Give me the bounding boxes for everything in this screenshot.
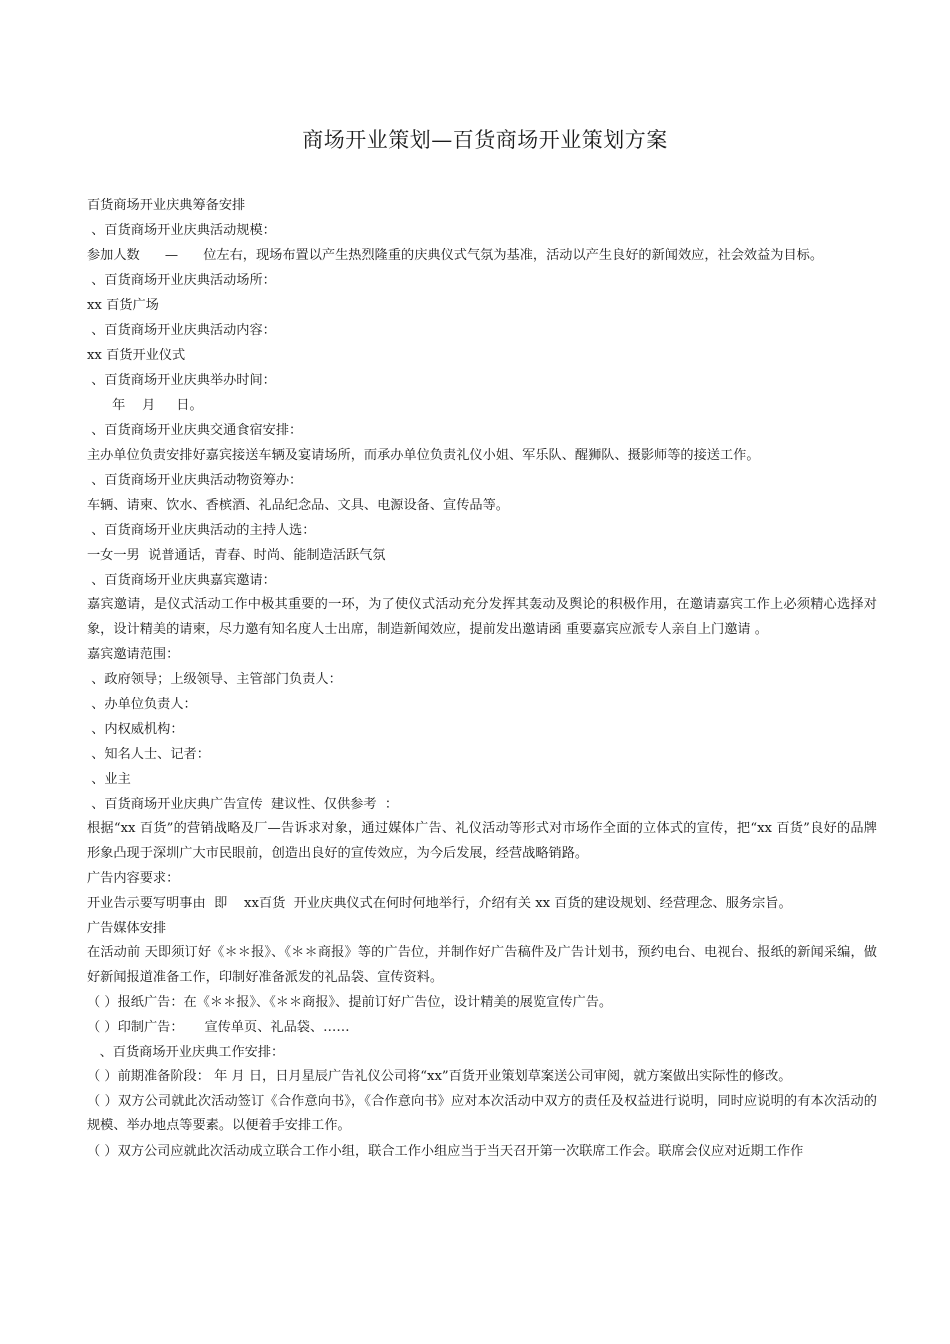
text-line: 百货商场开业庆典筹备安排 [87, 198, 246, 213]
text-line: xx 百货广场 [87, 298, 159, 313]
invite-paragraph: 嘉宾邀请，是仪式活动工作中极其重要的一环，为了使仪式活动充分发挥其轰动及舆论的积极作用，在邀请嘉宾工作上必须精心选择对象，设计精美的请柬，尽力邀有知名度人士出席，制造新闻效应，提前发出邀请函 重要嘉宾应派专人亲自上门邀请 。 [87, 597, 877, 637]
text-line: 、内权威机构： [87, 722, 184, 737]
text-line: 、百货商场开业庆典活动物资筹办： [87, 473, 303, 488]
text-line: 、百货商场开业庆典举办时间： [87, 373, 276, 388]
text-line: 年 月 日。 [87, 398, 203, 413]
text-line: 、知名人士、记者： [87, 747, 210, 762]
text-line: （ ）印制广告： 宣传单页、礼品袋、…… [87, 1020, 350, 1035]
text-line: 、百货商场开业庆典嘉宾邀请： [87, 573, 276, 588]
text-line: 、百货商场开业庆典活动规模： [87, 223, 276, 238]
text-line: 、百货商场开业庆典工作安排： [87, 1045, 285, 1060]
text-line: 、百货商场开业庆典活动场所： [87, 273, 276, 288]
media-paragraph: 在活动前 天即须订好《＊＊报》、《＊＊商报》等的广告位，并制作好广告稿件及广告计划书，预约电台、电视台、报纸的新闻采编，做好新闻报道准备工作，印制好准备派发的礼品袋、宣传资料。 [87, 945, 877, 985]
text-line: 、业主 [87, 772, 131, 787]
text-line: 、办单位负责人： [87, 697, 197, 712]
text-line: 参加人数 — 位左右，现场布置以产生热烈隆重的庆典仪式气氛为基准，活动以产生良好的新闻效应，社会效益为目标。 [87, 248, 824, 263]
text-line: 广告内容要求： [87, 871, 180, 886]
work-paragraph-1: （ ）前期准备阶段： 年 月 日，日月星辰广告礼仪公司将“xx”百货开业策划草案送公司审阅，就方案做出实际性的修改。 [87, 1069, 792, 1084]
text-line: （ ）报纸广告：在《＊＊报》、《＊＊商报》、提前订好广告位，设计精美的展览宣传广告。 [87, 995, 613, 1010]
text-line: 车辆、请柬、饮水、香槟酒、礼品纪念品、文具、电源设备、宣传品等。 [87, 498, 509, 513]
text-line: 、百货商场开业庆典广告宣传 建议性、仅供参考 ： [87, 797, 399, 812]
text-line: xx 百货开业仪式 [87, 348, 186, 363]
text-line: 一女一男 说普通话，青春、时尚、能制造活跃气氛 [87, 548, 386, 563]
text-line: 广告媒体安排 [87, 921, 167, 936]
text-line: 开业告示要写明事由 即 xx百货 开业庆典仪式在何时何地举行，介绍有关 xx 百货的建设规划、经营理念、服务宗旨。 [87, 896, 792, 911]
ad-paragraph: 根据“xx 百货”的营销战略及厂—告诉求对象，通过媒体广告、礼仪活动等形式对市场作全面的立体式的宣传，把“xx 百货”良好的品牌形象凸现于深圳广大市民眼前，创造出良好的宣传效应，为今后发展，经营战略销路。 [87, 821, 877, 861]
document-title: 商场开业策划—百货商场开业策划方案 [302, 128, 668, 152]
text-line: 、百货商场开业庆典活动内容： [87, 323, 276, 338]
text-line: 主办单位负责安排好嘉宾接送车辆及宴请场所，而承办单位负责礼仪小姐、军乐队、醒狮队、摄影师等的接送工作。 [87, 448, 760, 463]
text-line: 嘉宾邀请范围： [87, 647, 180, 662]
text-line: （ ）双方公司应就此次活动成立联合工作小组，联合工作小组应当于当天召开第一次联席工作会。联席会仪应对近期工作作 [87, 1143, 804, 1159]
text-line: 、政府领导；上级领导、主管部门负责人： [87, 672, 342, 687]
work-paragraph-2: （ ）双方公司就此次活动签订《合作意向书》，《合作意向书》应对本次活动中双方的责任及权益进行说明，同时应说明的有本次活动的规模、举办地点等要素。以便着手安排工作。 [87, 1093, 877, 1133]
text-line: 、百货商场开业庆典交通食宿安排： [87, 423, 303, 438]
document-body [87, 193, 877, 1164]
text-line: 、百货商场开业庆典活动的主持人选： [87, 523, 316, 538]
